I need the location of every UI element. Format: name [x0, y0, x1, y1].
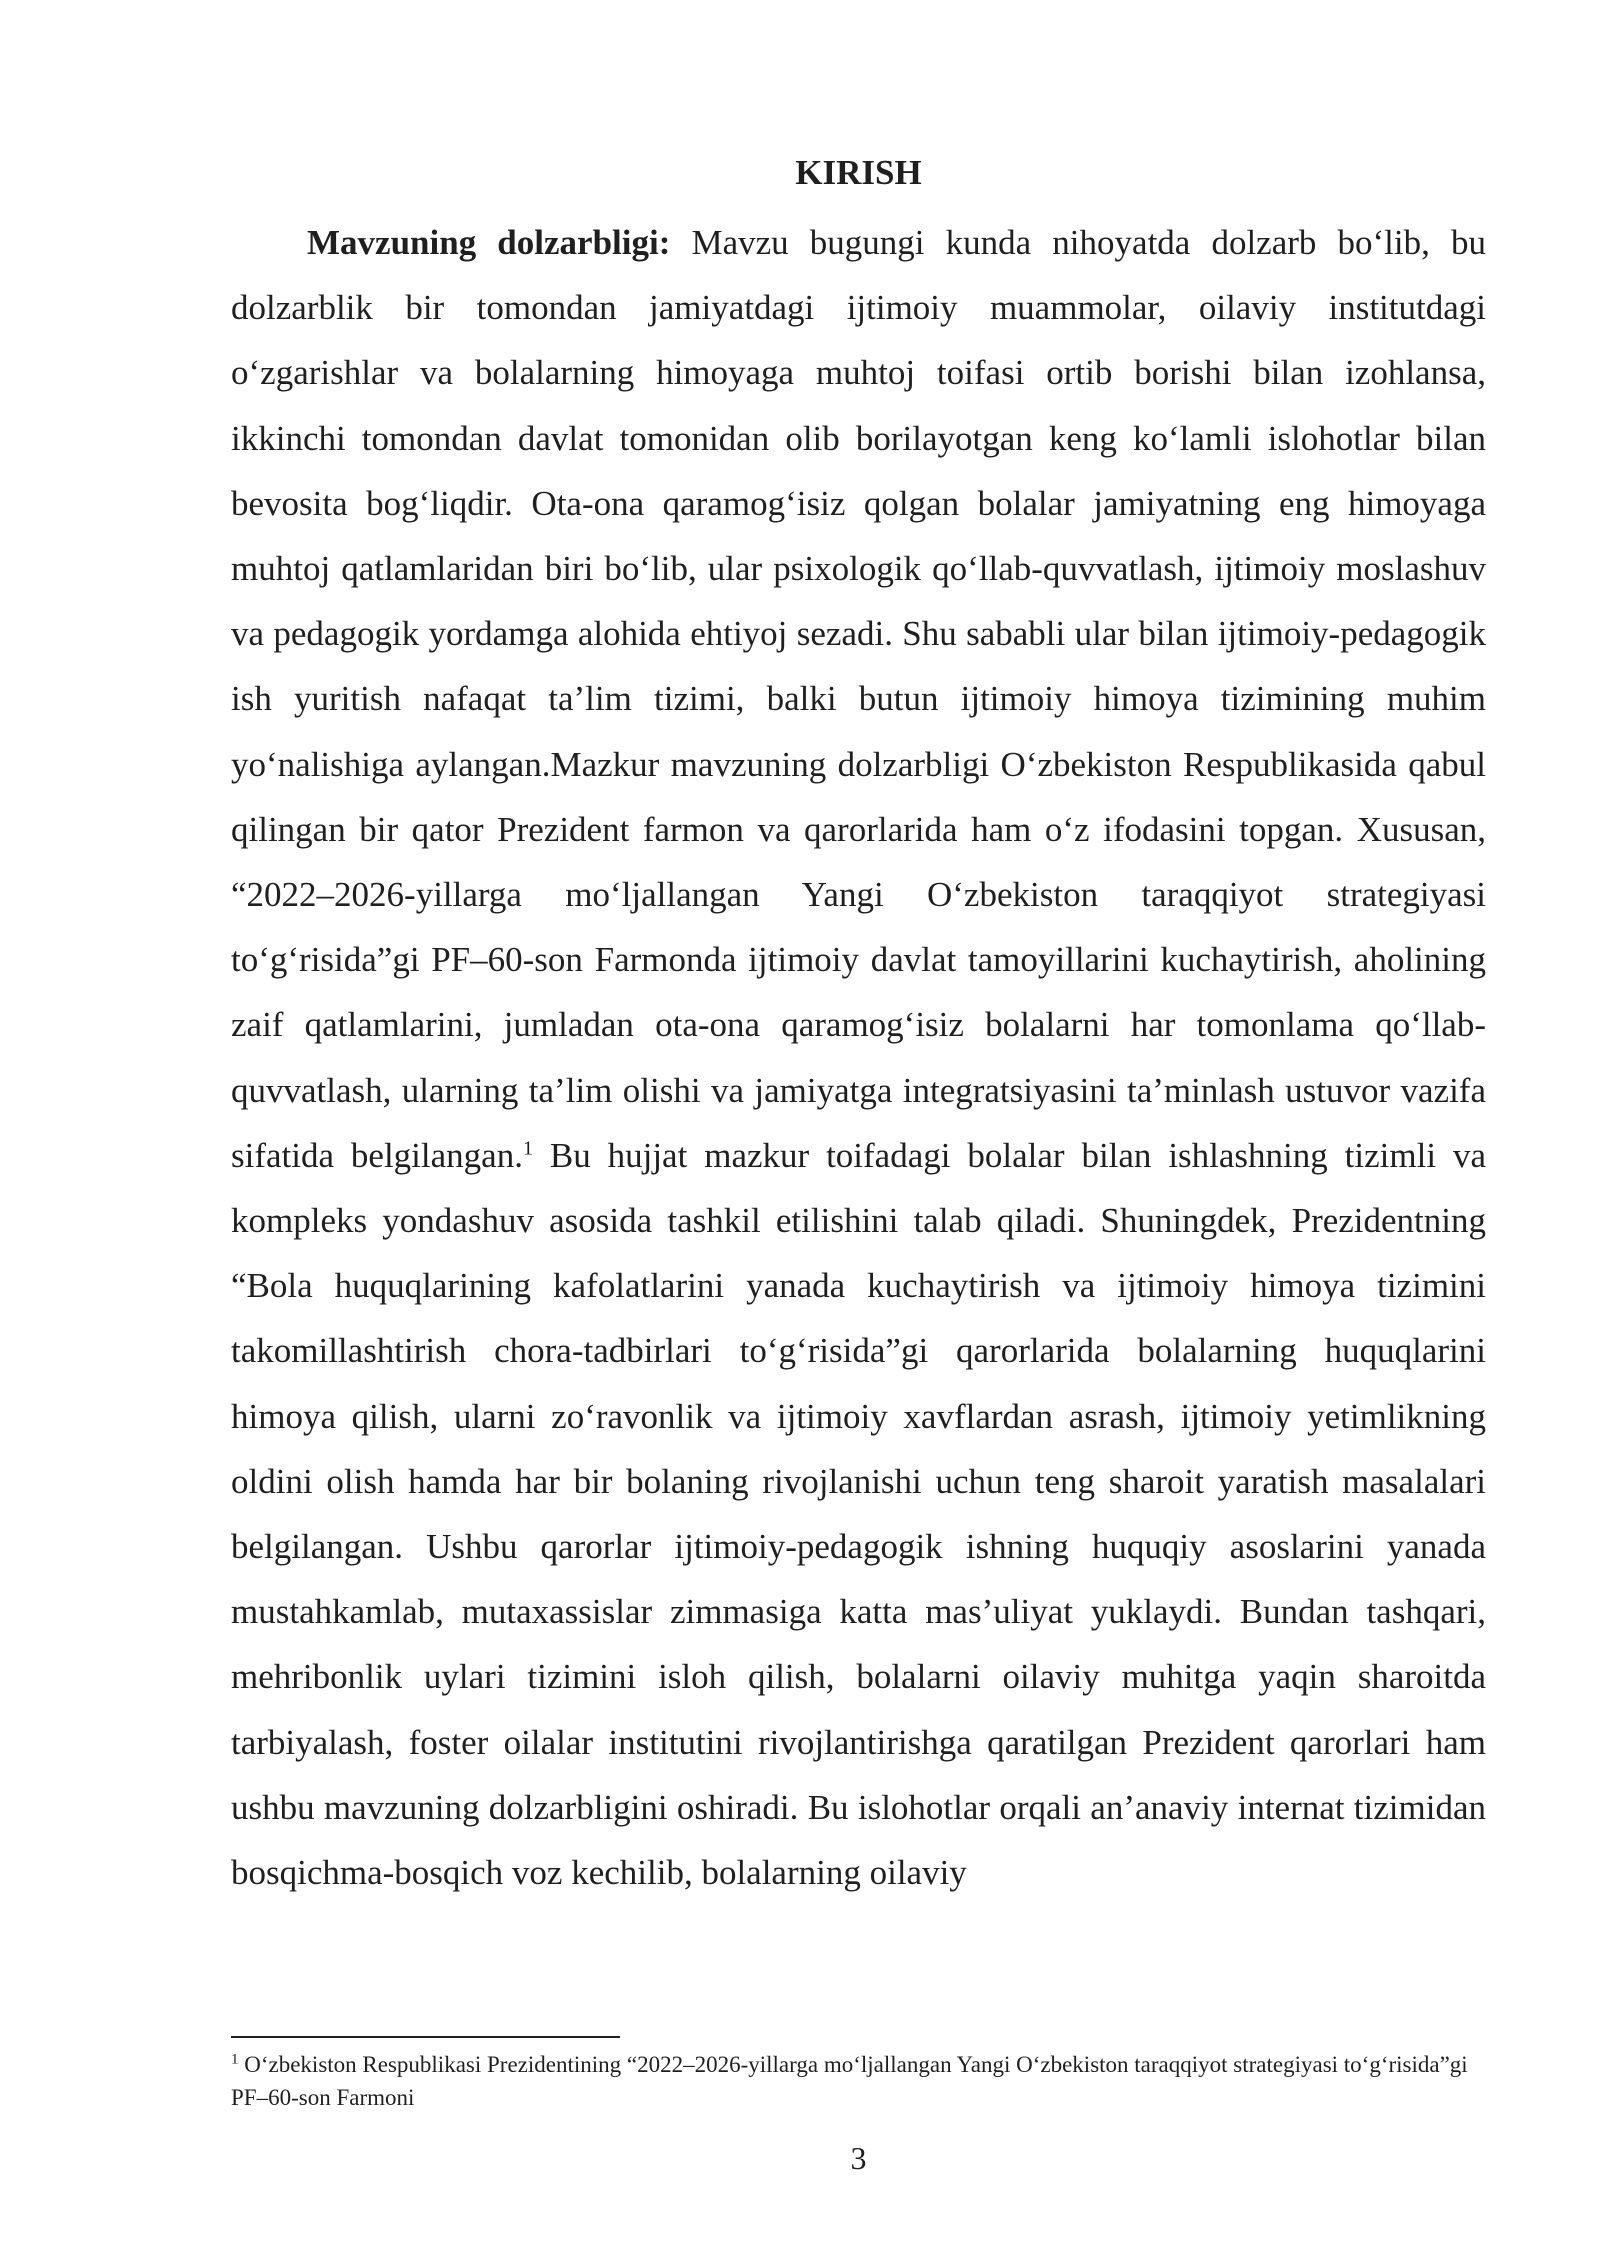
section-heading: KIRISH: [795, 153, 922, 192]
footnote-separator: [231, 2036, 620, 2038]
footnote-mark: 1: [231, 2051, 239, 2068]
footnote: [231, 2048, 1486, 2114]
body-paragraph: [231, 210, 1486, 1905]
paragraph-text-part2: Bu hujjat mazkur toifadagi bolalar bilan ishlashning tizimli va kompleks yondashuv asosida tashkil etilishini talab qiladi. Shuningdek, Prezidentning “Bola huquqlarining kafolatlarini yanada kuchaytirish va ijtimoiy himoya tizimini takomillashtirish chora-tadbirlari to‘g‘risida”gi qarorlarida bolalarning huquqlarini himoya qilish, ularni zo‘ravonlik va ijtimoiy xavflardan asrash, ijtimoiy yetimlikning oldini olish hamda har bir bolaning rivojlanishi uchun teng sharoit yaratish masalalari belgilangan. Ushbu qarorlar ijtimoiy-pedagogik ishning huquqiy asoslarini yanada mustahkamlab, mutaxassislar zimmasiga katta mas’uliyat yuklaydi. Bundan tashqari, mehribonlik uylari tizimini isloh qilish, bolalarni oilaviy muhitga yaqin sharoitda tarbiyalash, foster oilalar institutini rivojlantirishga qaratilgan Prezident qarorlari ham ushbu mavzuning dolzarbligini oshiradi. Bu islohotlar orqali an’anaviy internat tizimidan bosqichma-bosqich voz kechilib, bolalarning oilaviy: [231, 1135, 1486, 1893]
footnote-text: O‘zbekiston Respublikasi Prezidentining “2022–2026-yillarga mo‘ljallangan Yangi O‘zbekiston taraqqiyot strategiyasi to‘g‘risida”gi PF–60-son Farmoni: [231, 2052, 1468, 2110]
page-number: 3: [850, 2140, 867, 2176]
paragraph-text-part1: Mavzu bugungi kunda nihoyatda dolzarb bo‘lib, bu dolzarblik bir tomondan jamiyatdagi ijtimoiy muammolar, oilaviy institutdagi o‘zgarishlar va bolalarning himoyaga muhtoj toifasi ortib borishi bilan izohlansa, ikkinchi tomondan davlat tomonidan olib borilayotgan keng ko‘lamli islohotlar bilan bevosita bog‘liqdir. Ota-ona qaramog‘isiz qolgan bolalar jamiyatning eng himoyaga muhtoj qatlamlaridan biri bo‘lib, ular psixologik qo‘llab-quvvatlash, ijtimoiy moslashuv va pedagogik yordamga alohida ehtiyoj sezadi. Shu sababli ular bilan ijtimoiy-pedagogik ish yuritish nafaqat ta’lim tizimi, balki butun ijtimoiy himoya tizimining muhim yo‘nalishiga aylangan.Mazkur mavzuning dolzarbligi O‘zbekiston Respublikasida qabul qilingan bir qator Prezident farmon va qarorlarida ham o‘z ifodasini topgan. Xususan, “2022–2026-yillarga mo‘ljallangan Yangi O‘zbekiston taraqqiyot strategiyasi to‘g‘risida”gi PF–60-son Farmonda ijtimoiy davlat tamoyillarini kuchaytirish, aholining zaif qatlamlarini, jumladan ota-ona qaramog‘isiz bolalarni har tomonlama qo‘llab-quvvatlash, ularning ta’lim olishi va jamiyatga integratsiyasini ta’minlash ustuvor vazifa sifatida belgilangan.: [231, 223, 1486, 1175]
footnote-reference[interactable]: 1: [522, 1137, 533, 1160]
paragraph-lead: Mavzuning dolzarbligi:: [307, 223, 671, 262]
